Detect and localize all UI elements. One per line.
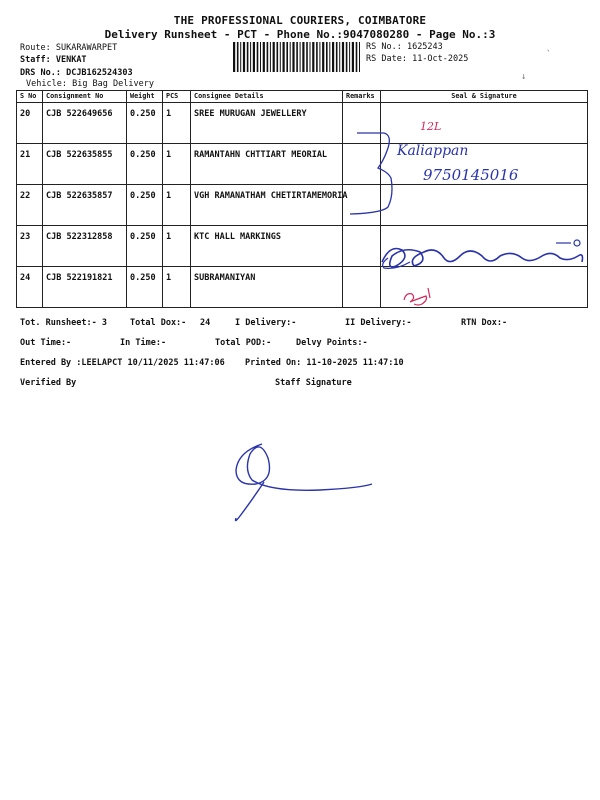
staff-signature-label: Staff Signature [275, 378, 352, 388]
cell-sno: 21 [17, 144, 43, 185]
route-label: Route: [20, 43, 51, 53]
table-row [17, 185, 588, 226]
barcode-bar [336, 42, 338, 72]
col-weight: Weight [127, 91, 163, 103]
barcode-bar [250, 42, 251, 72]
barcode-bar [283, 42, 285, 72]
rs-no-value: 1625243 [406, 42, 443, 52]
cell-seal [381, 185, 588, 226]
in-time: In Time:- [120, 338, 167, 348]
cell-pcs: 1 [163, 226, 191, 267]
cell-remarks [343, 267, 381, 308]
verified-by: Verified By [20, 378, 77, 388]
cell-sno: 23 [17, 226, 43, 267]
barcode-bar [267, 42, 269, 72]
barcode-bar [290, 42, 291, 72]
drs-line [20, 68, 133, 78]
drs-value: DCJB162524303 [66, 68, 133, 78]
vehicle-value: Big Bag Delivery [72, 79, 154, 89]
barcode-bar [346, 42, 348, 72]
col-consignee: Consignee Details [191, 91, 343, 103]
barcode-bar [273, 42, 275, 72]
cell-consignment: CJB 522635855 [43, 144, 127, 185]
cell-remarks [343, 226, 381, 267]
cell-seal [381, 226, 588, 267]
barcode-bar [277, 42, 279, 72]
table-header-row [17, 91, 588, 103]
cell-weight: 0.250 [127, 267, 163, 308]
barcode-bar [300, 42, 301, 72]
route-line [20, 43, 117, 53]
rs-no-line [366, 42, 443, 52]
barcode-bar [257, 42, 259, 72]
col-remarks: Remarks [343, 91, 381, 103]
cell-remarks [343, 185, 381, 226]
cell-consignee: SREE MURUGAN JEWELLERY [191, 103, 343, 144]
table-row [17, 267, 588, 308]
cell-consignee: VGH RAMANATHAM CHETIRTAMEMORIA [191, 185, 343, 226]
col-sno: S No [17, 91, 43, 103]
col-pcs: PCS [163, 91, 191, 103]
cell-weight: 0.250 [127, 226, 163, 267]
total-dox-label: Total Dox:- [130, 318, 187, 328]
cell-remarks [343, 144, 381, 185]
rtn-dox: RTN Dox:- [461, 318, 508, 328]
staff-signature-scrawl [236, 444, 373, 521]
barcode-bar [352, 42, 354, 72]
cell-consignee: KTC HALL MARKINGS [191, 226, 343, 267]
handwritten-phone: 9750145016 [423, 166, 519, 184]
cell-seal [381, 267, 588, 308]
total-dox-value: 24 [200, 318, 211, 328]
barcode-bar [260, 42, 261, 72]
drs-label: DRS No.: [20, 68, 61, 78]
barcode-bar [349, 42, 350, 72]
barcode-bar [329, 42, 330, 72]
cell-pcs: 1 [163, 103, 191, 144]
staff-value: VENKAT [55, 55, 87, 65]
barcode-bar [332, 42, 334, 72]
rs-no-label: RS No.: [366, 42, 402, 52]
cell-pcs: 1 [163, 267, 191, 308]
barcode-bar [296, 42, 298, 72]
i-delivery: I Delivery:- [235, 318, 297, 328]
barcode-bar [312, 42, 314, 72]
cell-remarks [343, 103, 381, 144]
cell-pcs: 1 [163, 185, 191, 226]
barcode-bar [286, 42, 288, 72]
barcode-bar [263, 42, 265, 72]
total-pod: Total POD:- [215, 338, 272, 348]
col-consignment: Consignment No [43, 91, 127, 103]
barcode-bar [319, 42, 320, 72]
company-title: THE PROFESSIONAL COURIERS, COIMBATORE [173, 14, 427, 27]
tot-runsheet: Tot. Runsheet:- 3 [20, 318, 107, 328]
ii-delivery: II Delivery:- [345, 318, 412, 328]
rs-date-line [366, 54, 468, 64]
barcode-bar [326, 42, 328, 72]
handwritten-name: Kaliappan [397, 143, 469, 159]
cell-sno: 22 [17, 185, 43, 226]
col-seal-signature: Seal & Signature [381, 91, 588, 103]
delvy-points: Delvy Points:- [296, 338, 368, 348]
staff-line [20, 55, 87, 65]
route-value: SUKARAWARPET [55, 43, 118, 53]
barcode-bar [342, 42, 344, 72]
barcode-bar [247, 42, 249, 72]
table-row [17, 103, 588, 144]
out-time: Out Time:- [20, 338, 72, 348]
rs-date-label: RS Date: [366, 54, 407, 64]
delivery-table [16, 90, 588, 308]
cell-consignment: CJB 522191821 [43, 267, 127, 308]
cell-weight: 0.250 [127, 103, 163, 144]
vehicle-label: Vehicle: [26, 79, 67, 89]
cell-seal [381, 103, 588, 144]
barcode-bar [310, 42, 311, 72]
barcode-bar [302, 42, 304, 72]
stray-mark: ` [546, 50, 552, 60]
barcode-bar [292, 42, 294, 72]
staff-label: Staff: [20, 55, 51, 65]
vehicle-line [26, 79, 154, 89]
cell-weight: 0.250 [127, 144, 163, 185]
cell-weight: 0.250 [127, 185, 163, 226]
runsheet-subtitle: Delivery Runsheet - PCT - Phone No.:9047080280 - Page No.:3 [104, 28, 496, 41]
barcode-bar [243, 42, 245, 72]
barcode-bar [359, 42, 360, 72]
rs-date-value: 11-Oct-2025 [412, 54, 469, 64]
handwritten-red-mark: 12L [420, 120, 442, 133]
barcode-bar [240, 42, 241, 72]
cell-consignee: RAMANTAHN CHTTIART MEORIAL [191, 144, 343, 185]
barcode-bar [233, 42, 235, 72]
barcode-bar [322, 42, 324, 72]
barcode-bar [356, 42, 358, 72]
table-row [17, 226, 588, 267]
entered-by: Entered By :LEELAPCT 10/11/2025 11:47:06 [20, 358, 225, 368]
barcode-bar [339, 42, 340, 72]
cell-consignment: CJB 522312858 [43, 226, 127, 267]
barcode-bar [306, 42, 308, 72]
printed-on: Printed On: 11-10-2025 11:47:10 [245, 358, 404, 368]
barcode-bar [253, 42, 255, 72]
barcode-bar [270, 42, 271, 72]
stray-mark: ↓ [521, 72, 527, 82]
cell-sno: 24 [17, 267, 43, 308]
barcode-bar [316, 42, 318, 72]
cell-consignment: CJB 522649656 [43, 103, 127, 144]
barcode-bar [280, 42, 281, 72]
cell-consignment: CJB 522635857 [43, 185, 127, 226]
cell-pcs: 1 [163, 144, 191, 185]
cell-consignee: SUBRAMANIYAN [191, 267, 343, 308]
cell-sno: 20 [17, 103, 43, 144]
barcode-image [233, 42, 361, 72]
barcode-bar [237, 42, 239, 72]
